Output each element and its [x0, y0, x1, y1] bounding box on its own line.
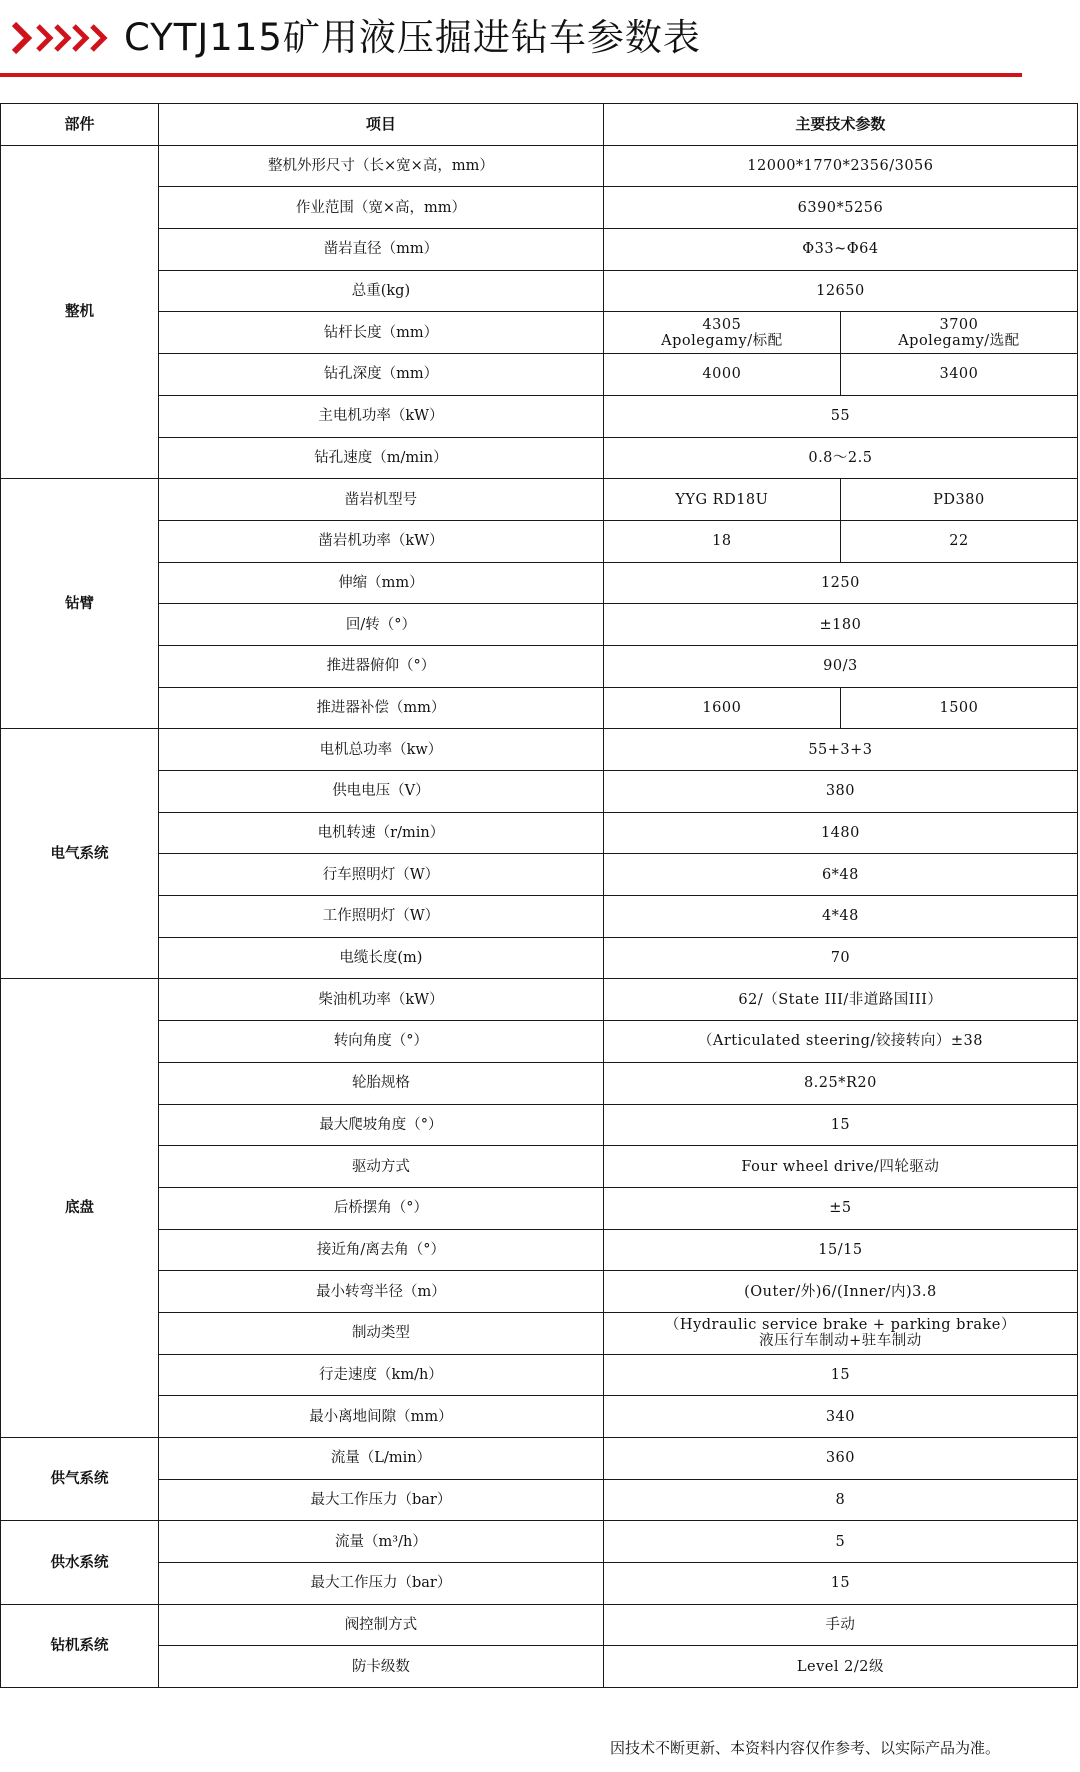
page-title: CYTJ115矿用液压掘进钻车参数表	[124, 16, 701, 59]
value-cell: 90/3	[603, 645, 1077, 687]
table-row	[1, 729, 1078, 771]
value-line: Apolegamy/选配	[898, 332, 1020, 349]
value-cell: 1600	[603, 687, 840, 729]
header-params: 主要技术参数	[603, 104, 1077, 146]
value-cell: 8.25*R20	[603, 1062, 1077, 1104]
item-cell: 电机转速（r/min）	[159, 812, 604, 854]
table-row	[1, 896, 1078, 938]
table-row	[1, 312, 1078, 354]
item-cell: 凿岩直径（mm）	[159, 229, 604, 271]
table-row	[1, 1271, 1078, 1313]
value-cell: 15	[603, 1563, 1077, 1605]
value-cell: ±5	[603, 1187, 1077, 1229]
section-water: 供水系统	[1, 1521, 159, 1604]
value-cell: 1250	[603, 562, 1077, 604]
item-cell: 行走速度（km/h）	[159, 1354, 604, 1396]
table-row	[1, 645, 1078, 687]
table-row	[1, 604, 1078, 646]
value-cell: 6390*5256	[603, 187, 1077, 229]
table-row	[1, 1479, 1078, 1521]
value-cell: 8	[603, 1479, 1077, 1521]
value-cell	[603, 1312, 1077, 1354]
table-row	[1, 395, 1078, 437]
item-cell: 制动类型	[159, 1312, 604, 1354]
table-row	[1, 1521, 1078, 1563]
item-cell: 伸缩（mm）	[159, 562, 604, 604]
value-cell: 380	[603, 771, 1077, 813]
value-cell: 62/（State III/非道路国III）	[603, 979, 1077, 1021]
item-cell: 钻杆长度（mm）	[159, 312, 604, 354]
value-cell: 4000	[603, 354, 840, 396]
value-cell: PD380	[840, 479, 1077, 521]
value-cell: Φ33~Φ64	[603, 229, 1077, 271]
value-cell: 55	[603, 395, 1077, 437]
table-row	[1, 771, 1078, 813]
item-cell: 电缆长度(m)	[159, 937, 604, 979]
item-cell: 凿岩机功率（kW）	[159, 520, 604, 562]
value-cell: 340	[603, 1396, 1077, 1438]
title-underline	[0, 73, 1022, 77]
item-cell: 推进器俯仰（°）	[159, 645, 604, 687]
section-air: 供气系统	[1, 1438, 159, 1521]
item-cell: 最小转弯半径（m）	[159, 1271, 604, 1313]
disclaimer-note: 因技术不断更新、本资料内容仅作参考、以实际产品为准。	[610, 1739, 1001, 1757]
item-cell: 钻孔速度（m/min）	[159, 437, 604, 479]
item-cell: 驱动方式	[159, 1146, 604, 1188]
table-row	[1, 1438, 1078, 1480]
table-row	[1, 562, 1078, 604]
value-cell: （Articulated steering/铰接转向）±38	[603, 1021, 1077, 1063]
value-cell: 55+3+3	[603, 729, 1077, 771]
value-cell: 15	[603, 1104, 1077, 1146]
item-cell: 流量（L/min）	[159, 1438, 604, 1480]
item-cell: 阀控制方式	[159, 1604, 604, 1646]
value-cell: YYG RD18U	[603, 479, 840, 521]
value-cell: 手动	[603, 1604, 1077, 1646]
item-cell: 钻孔深度（mm）	[159, 354, 604, 396]
item-cell: 工作照明灯（W）	[159, 896, 604, 938]
item-cell: 主电机功率（kW）	[159, 395, 604, 437]
value-cell: 12650	[603, 270, 1077, 312]
item-cell: 推进器补偿（mm）	[159, 687, 604, 729]
table-row	[1, 145, 1078, 187]
table-row	[1, 1104, 1078, 1146]
value-line: 3700	[939, 316, 979, 333]
table-row	[1, 1354, 1078, 1396]
value-cell: 22	[840, 520, 1077, 562]
table-row	[1, 1312, 1078, 1354]
table-row	[1, 812, 1078, 854]
item-cell: 回/转（°）	[159, 604, 604, 646]
table-header-row	[1, 104, 1078, 146]
table-row	[1, 937, 1078, 979]
item-cell: 供电电压（V）	[159, 771, 604, 813]
table-row	[1, 1146, 1078, 1188]
page-header	[0, 0, 1080, 80]
item-cell: 总重(kg)	[159, 270, 604, 312]
value-cell: 15	[603, 1354, 1077, 1396]
table-row	[1, 1062, 1078, 1104]
item-cell: 行车照明灯（W）	[159, 854, 604, 896]
item-cell: 最大工作压力（bar）	[159, 1479, 604, 1521]
value-cell: 6*48	[603, 854, 1077, 896]
item-cell: 最大工作压力（bar）	[159, 1563, 604, 1605]
table-row	[1, 687, 1078, 729]
table-row	[1, 270, 1078, 312]
section-chassis: 底盘	[1, 979, 159, 1438]
value-line: 液压行车制动+驻车制动	[759, 1333, 922, 1350]
value-cell: 12000*1770*2356/3056	[603, 145, 1077, 187]
table-row	[1, 229, 1078, 271]
value-cell-standard	[603, 312, 840, 354]
table-row	[1, 520, 1078, 562]
table-row	[1, 1646, 1078, 1688]
header-part: 部件	[1, 104, 159, 146]
value-cell: 15/15	[603, 1229, 1077, 1271]
value-cell: Four wheel drive/四轮驱动	[603, 1146, 1077, 1188]
item-cell: 整机外形尺寸（长×宽×高，mm）	[159, 145, 604, 187]
table-row	[1, 437, 1078, 479]
item-cell: 作业范围（宽×高，mm）	[159, 187, 604, 229]
spec-table	[0, 103, 1078, 1688]
value-cell: 18	[603, 520, 840, 562]
item-cell: 最大爬坡角度（°）	[159, 1104, 604, 1146]
table-row	[1, 1563, 1078, 1605]
value-cell: Level 2/2级	[603, 1646, 1077, 1688]
item-cell: 轮胎规格	[159, 1062, 604, 1104]
item-cell: 凿岩机型号	[159, 479, 604, 521]
table-row	[1, 1021, 1078, 1063]
item-cell: 后桥摆角（°）	[159, 1187, 604, 1229]
value-cell: ±180	[603, 604, 1077, 646]
table-row	[1, 187, 1078, 229]
table-row	[1, 354, 1078, 396]
value-cell: (Outer/外)6/(Inner/内)3.8	[603, 1271, 1077, 1313]
table-row	[1, 1396, 1078, 1438]
item-cell: 柴油机功率（kW）	[159, 979, 604, 1021]
section-boom: 钻臂	[1, 479, 159, 729]
table-row	[1, 1229, 1078, 1271]
item-cell: 最小离地间隙（mm）	[159, 1396, 604, 1438]
section-rig: 钻机系统	[1, 1604, 159, 1687]
chevron-right-icon	[8, 20, 108, 56]
value-cell-optional	[840, 312, 1077, 354]
value-cell: 4*48	[603, 896, 1077, 938]
section-electrical: 电气系统	[1, 729, 159, 979]
table-row	[1, 854, 1078, 896]
item-cell: 防卡级数	[159, 1646, 604, 1688]
value-line: （Hydraulic service brake + parking brake）	[664, 1317, 1016, 1334]
value-cell: 3400	[840, 354, 1077, 396]
section-whole: 整机	[1, 145, 159, 479]
value-cell: 1480	[603, 812, 1077, 854]
value-line: Apolegamy/标配	[661, 332, 783, 349]
item-cell: 接近角/离去角（°）	[159, 1229, 604, 1271]
table-row	[1, 479, 1078, 521]
table-row	[1, 1604, 1078, 1646]
value-line: 4305	[702, 316, 742, 333]
item-cell: 电机总功率（kw）	[159, 729, 604, 771]
value-cell: 360	[603, 1438, 1077, 1480]
value-cell: 5	[603, 1521, 1077, 1563]
header-item: 项目	[159, 104, 604, 146]
item-cell: 流量（m³/h）	[159, 1521, 604, 1563]
table-row	[1, 979, 1078, 1021]
item-cell: 转向角度（°）	[159, 1021, 604, 1063]
table-row	[1, 1187, 1078, 1229]
value-cell: 1500	[840, 687, 1077, 729]
value-cell: 70	[603, 937, 1077, 979]
value-cell: 0.8～2.5	[603, 437, 1077, 479]
